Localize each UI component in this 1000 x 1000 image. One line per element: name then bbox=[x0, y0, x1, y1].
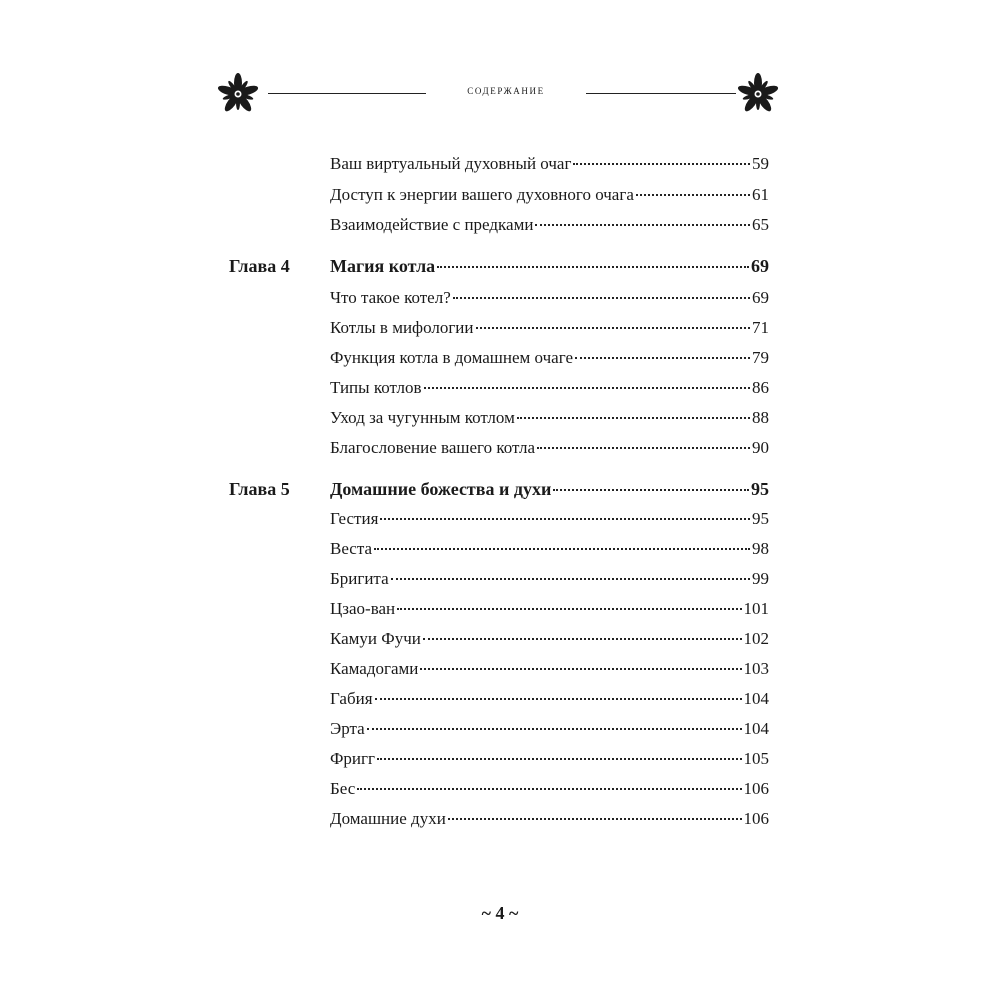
page-number: 59 bbox=[752, 154, 769, 173]
dot-leader bbox=[553, 489, 749, 491]
entry-title: Доступ к энергии вашего духовного очага bbox=[330, 185, 634, 204]
toc-entry bbox=[0, 344, 1000, 372]
entry-title: Домашние духи bbox=[330, 809, 446, 828]
entry-title: Цзао-ван bbox=[330, 599, 396, 618]
page-number: 71 bbox=[752, 318, 769, 337]
page-number: 104 bbox=[743, 719, 769, 738]
page-number: 69 bbox=[752, 288, 769, 307]
toc-entry bbox=[0, 805, 1000, 833]
dot-leader bbox=[535, 224, 750, 226]
chapter-label: Глава 4 bbox=[229, 256, 290, 276]
toc-entry bbox=[0, 625, 1000, 653]
entry-title: Веста bbox=[330, 539, 373, 558]
dot-leader bbox=[377, 758, 742, 760]
toc-entry bbox=[0, 150, 1000, 178]
page-number: 104 bbox=[743, 689, 769, 708]
page-number: 95 bbox=[752, 509, 769, 528]
toc-entry bbox=[0, 775, 1000, 803]
toc-entry bbox=[0, 404, 1000, 432]
entry-title: Взаимодействие с предками bbox=[330, 215, 534, 234]
toc-entry bbox=[0, 745, 1000, 773]
toc-entry bbox=[0, 715, 1000, 743]
dot-leader bbox=[420, 668, 741, 670]
entry-title: Фригг bbox=[330, 749, 375, 768]
chapter-label: Глава 5 bbox=[229, 479, 290, 499]
toc-entry bbox=[0, 535, 1000, 563]
header-rule-left bbox=[268, 93, 426, 94]
dot-leader bbox=[367, 728, 742, 730]
page-number: 95 bbox=[751, 479, 769, 499]
entry-title: Уход за чугунным котлом bbox=[330, 408, 515, 427]
toc-entry bbox=[0, 211, 1000, 239]
entry-title: Магия котла bbox=[330, 256, 436, 276]
toc-entry bbox=[0, 595, 1000, 623]
entry-title: Габия bbox=[330, 689, 373, 708]
toc-entry bbox=[0, 685, 1000, 713]
dot-leader bbox=[453, 297, 750, 299]
toc-chapter-entry bbox=[0, 253, 1000, 281]
running-header bbox=[212, 72, 788, 116]
dot-leader bbox=[375, 698, 742, 700]
entry-title: Функция котла в домашнем очаге bbox=[330, 348, 573, 367]
entry-title: Котлы в мифологии bbox=[330, 318, 474, 337]
entry-title: Домашние божества и духи bbox=[330, 479, 552, 499]
page-number: 88 bbox=[752, 408, 769, 427]
toc-entry bbox=[0, 374, 1000, 402]
dot-leader bbox=[517, 417, 750, 419]
entry-title: Что такое котел? bbox=[330, 288, 451, 307]
dot-leader bbox=[423, 638, 742, 640]
page-number: 69 bbox=[751, 256, 769, 276]
dot-leader bbox=[397, 608, 741, 610]
page-number: 61 bbox=[752, 185, 769, 204]
page-number: 79 bbox=[752, 348, 769, 367]
page-footer-number: ~ 4 ~ bbox=[481, 903, 519, 923]
page-number: 106 bbox=[743, 809, 769, 828]
entry-title: Камадогами bbox=[330, 659, 419, 678]
page-number: 101 bbox=[743, 599, 769, 618]
page-number: 103 bbox=[743, 659, 769, 678]
dot-leader bbox=[636, 194, 750, 196]
entry-title: Бригита bbox=[330, 569, 389, 588]
dot-leader bbox=[537, 447, 750, 449]
flower-ornament-icon bbox=[216, 72, 260, 116]
dot-leader bbox=[437, 266, 749, 268]
entry-title: Ваш виртуальный духовный очаг bbox=[330, 154, 572, 173]
page-number: 106 bbox=[743, 779, 769, 798]
page-number: 99 bbox=[752, 569, 769, 588]
entry-title: Бес bbox=[330, 779, 356, 798]
entry-title: Камуи Фучи bbox=[330, 629, 421, 648]
dot-leader bbox=[476, 327, 750, 329]
dot-leader bbox=[374, 548, 750, 550]
toc-entry bbox=[0, 565, 1000, 593]
header-title: содержание bbox=[467, 82, 545, 97]
dot-leader bbox=[448, 818, 742, 820]
dot-leader bbox=[575, 357, 750, 359]
page-number: 102 bbox=[743, 629, 769, 648]
dot-leader bbox=[357, 788, 741, 790]
dot-leader bbox=[424, 387, 750, 389]
entry-title: Благословение вашего котла bbox=[330, 438, 536, 457]
page-number: 86 bbox=[752, 378, 769, 397]
entry-title: Эрта bbox=[330, 719, 365, 738]
toc-chapter-entry bbox=[0, 476, 1000, 504]
entry-title: Типы котлов bbox=[330, 378, 422, 397]
page-number: 90 bbox=[752, 438, 769, 457]
dot-leader bbox=[380, 518, 750, 520]
page-number: 98 bbox=[752, 539, 769, 558]
toc-entry bbox=[0, 314, 1000, 342]
toc-entry bbox=[0, 655, 1000, 683]
header-rule-right bbox=[586, 93, 736, 94]
toc-entry bbox=[0, 505, 1000, 533]
dot-leader bbox=[573, 163, 750, 165]
toc-entry bbox=[0, 181, 1000, 209]
dot-leader bbox=[391, 578, 750, 580]
toc-entry bbox=[0, 284, 1000, 312]
page-number: 105 bbox=[743, 749, 769, 768]
entry-title: Гестия bbox=[330, 509, 379, 528]
toc-entry bbox=[0, 434, 1000, 462]
page-number: 65 bbox=[752, 215, 769, 234]
flower-ornament-icon bbox=[736, 72, 780, 116]
